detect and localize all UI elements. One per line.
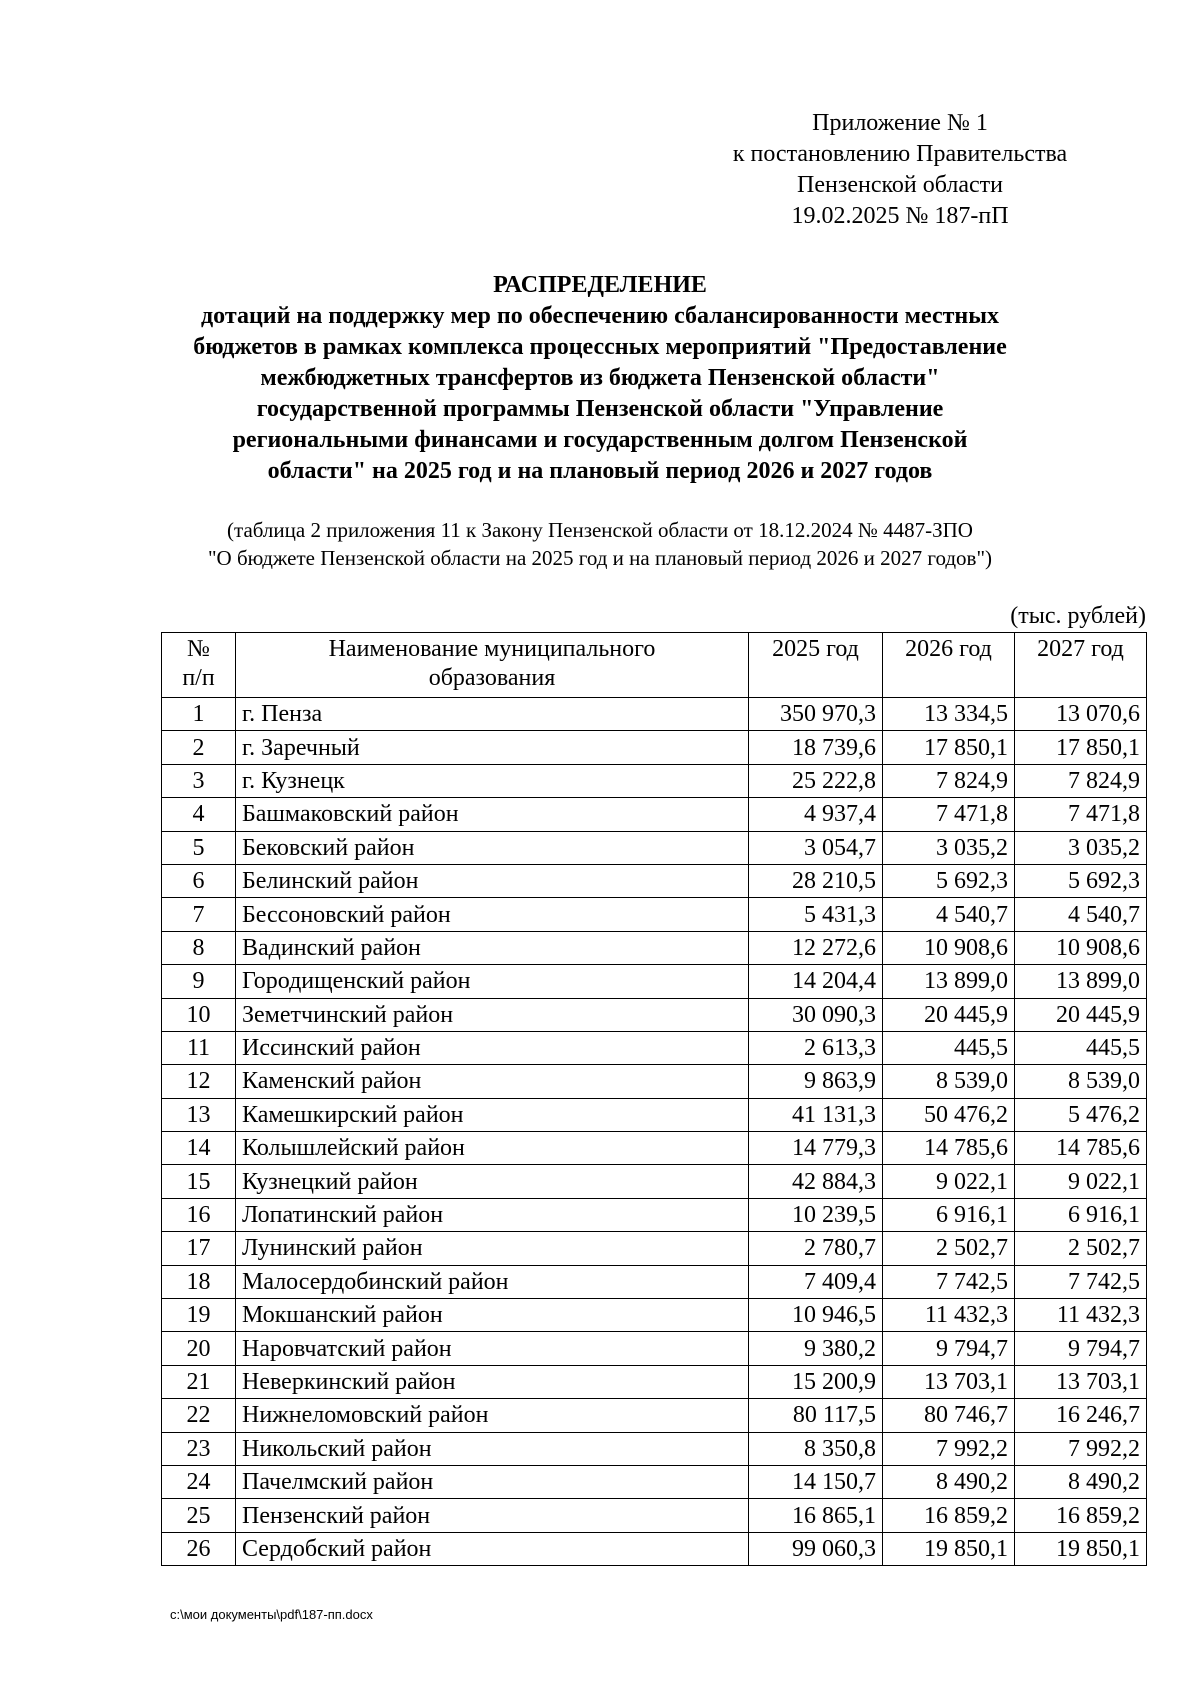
row-number: 1 (162, 698, 236, 731)
header-2026: 2026 год (883, 633, 1015, 698)
row-number: 3 (162, 764, 236, 797)
value-2026: 2 502,7 (883, 1232, 1015, 1265)
row-number: 7 (162, 898, 236, 931)
title-heading: РАСПРЕДЕЛЕНИЕ (493, 272, 707, 298)
value-2025: 4 937,4 (749, 798, 883, 831)
municipality-name: Городищенский район (236, 965, 749, 998)
value-2025: 14 150,7 (749, 1465, 883, 1498)
row-number: 14 (162, 1132, 236, 1165)
value-2026: 13 703,1 (883, 1365, 1015, 1398)
row-number: 13 (162, 1098, 236, 1131)
title-line: дотаций на поддержку мер по обеспечению сбалансированности местных (201, 303, 999, 329)
value-2027: 8 539,0 (1015, 1065, 1147, 1098)
table-row (162, 998, 1147, 1031)
municipality-name: Бессоновский район (236, 898, 749, 931)
value-2025: 5 431,3 (749, 898, 883, 931)
value-2026: 19 850,1 (883, 1532, 1015, 1565)
table-row (162, 1465, 1147, 1498)
table-row (162, 1532, 1147, 1565)
table-row (162, 731, 1147, 764)
municipality-name: г. Кузнецк (236, 764, 749, 797)
value-2027: 19 850,1 (1015, 1532, 1147, 1565)
row-number: 8 (162, 931, 236, 964)
value-2027: 9 794,7 (1015, 1332, 1147, 1365)
municipality-name: Земетчинский район (236, 998, 749, 1031)
table-row (162, 698, 1147, 731)
value-2027: 9 022,1 (1015, 1165, 1147, 1198)
value-2025: 28 210,5 (749, 864, 883, 897)
title-line: государственной программы Пензенской области "Управление (256, 396, 944, 422)
value-2027: 5 476,2 (1015, 1098, 1147, 1131)
value-2026: 50 476,2 (883, 1098, 1015, 1131)
file-path-footer: c:\мои документы\pdf\187-пп.docx (170, 1607, 373, 1622)
value-2027: 2 502,7 (1015, 1232, 1147, 1265)
row-number: 12 (162, 1065, 236, 1098)
value-2026: 7 824,9 (883, 764, 1015, 797)
table-row (162, 1198, 1147, 1231)
table-row (162, 1265, 1147, 1298)
row-number: 19 (162, 1299, 236, 1332)
row-number: 4 (162, 798, 236, 831)
value-2027: 7 824,9 (1015, 764, 1147, 797)
municipality-name: Кузнецкий район (236, 1165, 749, 1198)
value-2026: 13 334,5 (883, 698, 1015, 731)
header-2027: 2027 год (1015, 633, 1147, 698)
value-2026: 10 908,6 (883, 931, 1015, 964)
row-number: 2 (162, 731, 236, 764)
municipality-name: Вадинский район (236, 931, 749, 964)
municipality-name: Башмаковский район (236, 798, 749, 831)
value-2025: 16 865,1 (749, 1499, 883, 1532)
value-2027: 16 246,7 (1015, 1399, 1147, 1432)
value-2025: 9 863,9 (749, 1065, 883, 1098)
table-row (162, 1132, 1147, 1165)
table-row (162, 864, 1147, 897)
row-number: 17 (162, 1232, 236, 1265)
row-number: 16 (162, 1198, 236, 1231)
value-2026: 445,5 (883, 1031, 1015, 1064)
value-2027: 17 850,1 (1015, 731, 1147, 764)
row-number: 24 (162, 1465, 236, 1498)
municipality-name: Пензенский район (236, 1499, 749, 1532)
value-2027: 6 916,1 (1015, 1198, 1147, 1231)
municipality-name: Белинский район (236, 864, 749, 897)
table-row (162, 831, 1147, 864)
header-municipality: Наименование муниципального образования (236, 633, 749, 698)
header-2025: 2025 год (749, 633, 883, 698)
value-2027: 5 692,3 (1015, 864, 1147, 897)
value-2025: 14 204,4 (749, 965, 883, 998)
value-2026: 7 471,8 (883, 798, 1015, 831)
row-number: 11 (162, 1031, 236, 1064)
municipality-name: Иссинский район (236, 1031, 749, 1064)
municipality-name: Никольский район (236, 1432, 749, 1465)
value-2026: 9 022,1 (883, 1165, 1015, 1198)
value-2027: 13 703,1 (1015, 1365, 1147, 1398)
municipality-name: Лунинский район (236, 1232, 749, 1265)
value-2026: 5 692,3 (883, 864, 1015, 897)
value-2025: 42 884,3 (749, 1165, 883, 1198)
value-2027: 7 742,5 (1015, 1265, 1147, 1298)
value-2026: 11 432,3 (883, 1299, 1015, 1332)
table-row (162, 764, 1147, 797)
table-row (162, 931, 1147, 964)
row-number: 23 (162, 1432, 236, 1465)
value-2025: 10 239,5 (749, 1198, 883, 1231)
value-2026: 9 794,7 (883, 1332, 1015, 1365)
table-row (162, 1232, 1147, 1265)
table-header-row (162, 633, 1147, 698)
value-2027: 16 859,2 (1015, 1499, 1147, 1532)
row-number: 26 (162, 1532, 236, 1565)
value-2025: 18 739,6 (749, 731, 883, 764)
municipality-name: Бековский район (236, 831, 749, 864)
value-2027: 7 471,8 (1015, 798, 1147, 831)
table-row (162, 965, 1147, 998)
table-row (162, 1299, 1147, 1332)
table-row (162, 1399, 1147, 1432)
title-line: бюджетов в рамках комплекса процессных мероприятий "Предоставление (193, 334, 1007, 360)
appendix-resolution: к постановлению Правительства (732, 141, 1068, 167)
table-row (162, 898, 1147, 931)
value-2027: 20 445,9 (1015, 998, 1147, 1031)
title-line: региональными финансами и государственным долгом Пензенской (232, 427, 968, 453)
reference-line: "О бюджете Пензенской области на 2025 год и на плановый период 2026 и 2027 годов") (207, 546, 993, 570)
value-2025: 10 946,5 (749, 1299, 883, 1332)
value-2027: 445,5 (1015, 1031, 1147, 1064)
value-2026: 20 445,9 (883, 998, 1015, 1031)
value-2025: 7 409,4 (749, 1265, 883, 1298)
value-2026: 17 850,1 (883, 731, 1015, 764)
row-number: 5 (162, 831, 236, 864)
row-number: 18 (162, 1265, 236, 1298)
row-number: 25 (162, 1499, 236, 1532)
row-number: 21 (162, 1365, 236, 1398)
distribution-table (161, 632, 1147, 1566)
title-line: межбюджетных трансфертов из бюджета Пензенской области" (260, 365, 940, 391)
table-row (162, 1031, 1147, 1064)
value-2025: 12 272,6 (749, 931, 883, 964)
value-2027: 11 432,3 (1015, 1299, 1147, 1332)
value-2025: 15 200,9 (749, 1365, 883, 1398)
table-row (162, 1499, 1147, 1532)
appendix-date-number: 19.02.2025 № 187-пП (791, 203, 1009, 229)
value-2026: 8 539,0 (883, 1065, 1015, 1098)
value-2025: 14 779,3 (749, 1132, 883, 1165)
value-2027: 13 899,0 (1015, 965, 1147, 998)
row-number: 22 (162, 1399, 236, 1432)
value-2027: 14 785,6 (1015, 1132, 1147, 1165)
value-2025: 99 060,3 (749, 1532, 883, 1565)
table-row (162, 1365, 1147, 1398)
value-2026: 16 859,2 (883, 1499, 1015, 1532)
municipality-name: Мокшанский район (236, 1299, 749, 1332)
value-2026: 7 992,2 (883, 1432, 1015, 1465)
title-line: области" на 2025 год и на плановый период 2026 и 2027 годов (267, 458, 933, 484)
value-2025: 8 350,8 (749, 1432, 883, 1465)
municipality-name: Сердобский район (236, 1532, 749, 1565)
value-2025: 3 054,7 (749, 831, 883, 864)
table-row (162, 1432, 1147, 1465)
value-2026: 7 742,5 (883, 1265, 1015, 1298)
appendix-block (680, 108, 1120, 232)
value-2026: 14 785,6 (883, 1132, 1015, 1165)
municipality-name: Каменский район (236, 1065, 749, 1098)
value-2025: 25 222,8 (749, 764, 883, 797)
value-2027: 4 540,7 (1015, 898, 1147, 931)
header-number: № п/п (162, 633, 236, 698)
value-2027: 13 070,6 (1015, 698, 1147, 731)
municipality-name: Лопатинский район (236, 1198, 749, 1231)
municipality-name: Наровчатский район (236, 1332, 749, 1365)
municipality-name: Неверкинский район (236, 1365, 749, 1398)
municipality-name: г. Заречный (236, 731, 749, 764)
municipality-name: Камешкирский район (236, 1098, 749, 1131)
municipality-name: г. Пенза (236, 698, 749, 731)
table-body (162, 698, 1147, 1566)
value-2025: 80 117,5 (749, 1399, 883, 1432)
value-2026: 80 746,7 (883, 1399, 1015, 1432)
value-2027: 3 035,2 (1015, 831, 1147, 864)
municipality-name: Колышлейский район (236, 1132, 749, 1165)
row-number: 10 (162, 998, 236, 1031)
table-row (162, 1165, 1147, 1198)
municipality-name: Пачелмский район (236, 1465, 749, 1498)
row-number: 20 (162, 1332, 236, 1365)
municipality-name: Нижнеломовский район (236, 1399, 749, 1432)
value-2026: 4 540,7 (883, 898, 1015, 931)
value-2026: 8 490,2 (883, 1465, 1015, 1498)
municipality-name: Малосердобинский район (236, 1265, 749, 1298)
law-reference (100, 516, 1100, 572)
row-number: 9 (162, 965, 236, 998)
units-label: (тыс. рублей) (1010, 603, 1146, 629)
value-2026: 13 899,0 (883, 965, 1015, 998)
value-2025: 9 380,2 (749, 1332, 883, 1365)
value-2025: 41 131,3 (749, 1098, 883, 1131)
value-2026: 3 035,2 (883, 831, 1015, 864)
table-row (162, 1098, 1147, 1131)
row-number: 15 (162, 1165, 236, 1198)
reference-line: (таблица 2 приложения 11 к Закону Пензенской области от 18.12.2024 № 4487-ЗПО (227, 518, 973, 542)
value-2026: 6 916,1 (883, 1198, 1015, 1231)
value-2025: 30 090,3 (749, 998, 883, 1031)
value-2025: 2 780,7 (749, 1232, 883, 1265)
value-2027: 10 908,6 (1015, 931, 1147, 964)
value-2027: 8 490,2 (1015, 1465, 1147, 1498)
table-row (162, 1065, 1147, 1098)
value-2025: 2 613,3 (749, 1031, 883, 1064)
document-title (100, 270, 1100, 487)
table-row (162, 798, 1147, 831)
table-row (162, 1332, 1147, 1365)
appendix-number: Приложение № 1 (812, 110, 988, 136)
row-number: 6 (162, 864, 236, 897)
value-2025: 350 970,3 (749, 698, 883, 731)
appendix-region: Пензенской области (797, 172, 1003, 198)
value-2027: 7 992,2 (1015, 1432, 1147, 1465)
